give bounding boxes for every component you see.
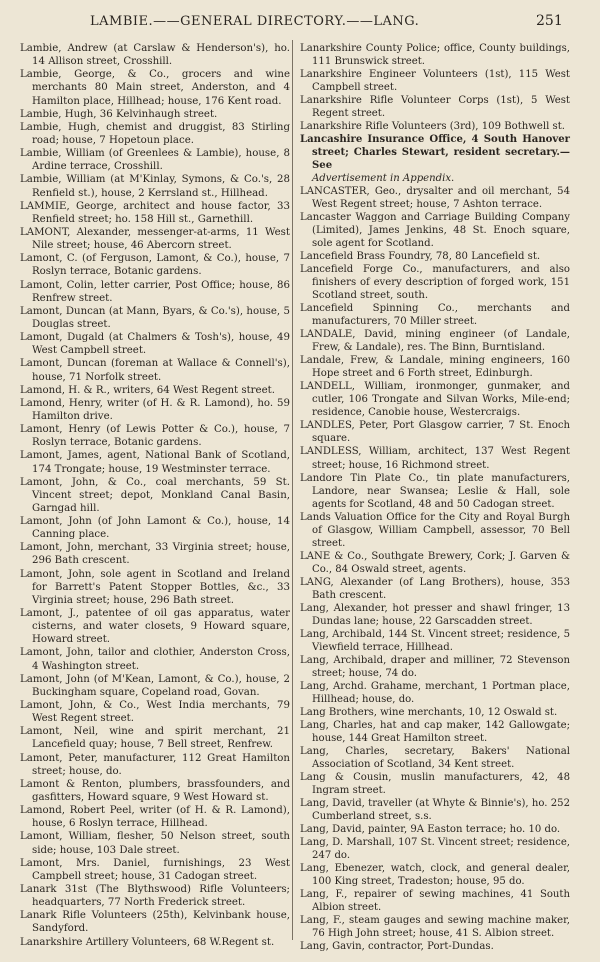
directory-entry: Lanarkshire Rifle Volunteer Corps (1st), 5 West Regent street.: [300, 95, 570, 120]
directory-entry: Lamont, James, agent, National Bank of Scotland, 174 Trongate; house, 19 Westminster terrace.: [20, 450, 290, 475]
directory-entry: Lambie, George, & Co., grocers and wine merchants 80 Main street, Anderston, and 4 Hamilton place, Hillhead; house, 176 Kent road.: [20, 69, 290, 107]
directory-entry: Lancefield Forge Co., manufacturers, and also finishers of every description of forged work, 151 Scotland street, south.: [300, 264, 570, 302]
directory-entry: Lang Brothers, wine merchants, 10, 12 Oswald st.: [300, 706, 558, 718]
directory-entry: Lamont, John, & Co., West India merchants, 79 West Regent street.: [20, 700, 290, 725]
directory-entry: Landale, Frew, & Landale, mining engineers, 160 Hope street and 6 Forth street, Edinburgh.: [300, 355, 570, 380]
directory-entry: LANG, Alexander (of Lang Brothers), house, 353 Bath crescent.: [300, 576, 570, 601]
directory-entry: Lang, Ebenezer, watch, clock, and general dealer, 100 King street, Tradeston; house, 95 do.: [300, 862, 570, 887]
directory-entry: LANDLESS, William, architect, 137 West Regent street; house, 16 Richmond street.: [300, 446, 570, 471]
directory-entry: Lamont, J., patentee of oil gas apparatus, water cisterns, and water closets, 9 Howard square, Howard street.: [20, 608, 290, 646]
directory-entry: Lanark 31st (The Blythswood) Rifle Volunteers; headquarters, 77 North Frederick street.: [20, 884, 290, 909]
directory-entry: Lancefield Spinning Co., merchants and manufacturers, 70 Miller street.: [300, 303, 570, 328]
directory-entry: Lamont, Duncan (at Mann, Byars, & Co.'s), house, 5 Douglas street.: [20, 305, 290, 330]
directory-entry: Lamont, Peter, manufacturer, 112 Great Hamilton street; house, do.: [20, 752, 290, 777]
directory-entry: Lamont, William, flesher, 50 Nelson street, south side; house, 103 Dale street.: [20, 831, 290, 856]
directory-entry: Lamont, John, merchant, 33 Virginia street; house, 296 Bath crescent.: [20, 542, 290, 567]
directory-entry: Lamont, John, sole agent in Scotland and Ireland for Barrett's Patent Stopper Bottles, &c., 33 Virginia street; house, 296 Bath street.: [20, 568, 290, 606]
directory-entry: Lamont & Renton, plumbers, brassfounders, and gasfitters, Howard square, 9 West Howard st.: [20, 778, 290, 804]
directory-entry: LAMMIE, George, architect and house factor, 33 Renfield street; ho. 158 Hill st., Garnethill.: [20, 200, 290, 225]
directory-entry: Lang, David, painter, 9A Easton terrace; ho. 10 do.: [300, 823, 561, 835]
directory-entry: Lang, Archd. Grahame, merchant, 1 Portman place, Hillhead; house, do.: [300, 680, 570, 705]
directory-entry: Lanarkshire Engineer Volunteers (1st), 115 West Campbell street.: [300, 69, 570, 94]
directory-entry: Lambie, William (at M'Kinlay, Symons, & Co.'s, 28 Renfield st.), house, 2 Kerrsland st., Hillhead.: [20, 174, 290, 199]
directory-entry: Lang, Archibald, draper and milliner, 72 Stevenson street; house, 74 do.: [300, 654, 570, 679]
column-divider: [292, 40, 293, 940]
directory-entry: LANDALE, David, mining engineer (of Landale, Frew, & Landale), res. The Binn, Burntisland.: [300, 329, 570, 354]
directory-entry: Lambie, Hugh, chemist and druggist, 83 Stirling road; house, 7 Hopetoun place.: [20, 121, 290, 146]
directory-entry: Lamont, Dugald (at Chalmers & Tosh's), house, 49 West Campbell street.: [20, 332, 290, 357]
directory-entry: Lanarkshire County Police; office, County buildings, 111 Brunswick street.: [300, 43, 570, 68]
directory-entry: Lamont, Henry (of Lewis Potter & Co.), house, 7 Roslyn terrace, Botanic gardens.: [20, 424, 290, 449]
directory-entry: LANDLES, Peter, Port Glasgow carrier, 7 St. Enoch square.: [300, 420, 570, 445]
directory-entry: Lamont, John (of M'Kean, Lamont, & Co.), house, 2 Buckingham square, Copeland road, Govan.: [20, 673, 290, 698]
directory-entry: LAMONT, Alexander, messenger-at-arms, 11 West Nile street; house, 46 Abercorn street.: [20, 226, 290, 252]
directory-entry: Advertisement in Appendix.: [312, 173, 455, 185]
directory-entry: Lang, F., steam gauges and sewing machine maker, 76 High John street; house, 41 S. Albion street.: [300, 915, 570, 940]
directory-entry: Lambie, Andrew (at Carslaw & Henderson's), ho. 14 Allison street, Crosshill.: [20, 43, 290, 68]
directory-entry: Lang & Cousin, muslin manufacturers, 42, 48 Ingram street.: [300, 771, 570, 796]
directory-entry: Lancaster Waggon and Carriage Building Company (Limited), James Jenkins, 48 St. Enoch square, sole agent for Scotland.: [300, 212, 570, 250]
directory-entry: Lamont, John (of John Lamont & Co.), house, 14 Canning place.: [20, 516, 290, 541]
directory-entry: Lamont, Mrs. Daniel, furnishings, 23 West Campbell street; house, 31 Cadogan street.: [20, 857, 290, 882]
directory-entry: LANCASTER, Geo., drysalter and oil merchant, 54 West Regent street; house, 7 Ashton terrace.: [300, 186, 570, 211]
directory-entry: Lamont, Neil, wine and spirit merchant, 21 Lancefield quay; house, 7 Bell street, Renfrew.: [20, 726, 290, 751]
directory-entry: Lang, David, traveller (at Whyte & Binnie's), ho. 252 Cumberland street, s.s.: [300, 797, 570, 822]
directory-entry: Landore Tin Plate Co., tin plate manufacturers, Landore, near Swansea; Leslie & Hall, sole agents for Scotland, 48 and 50 Cadogan street.: [300, 472, 570, 510]
running-head: LAMBIE.——GENERAL DIRECTORY.——LANG.: [90, 14, 420, 29]
directory-entry: Lambie, Hugh, 36 Kelvinhaugh street.: [20, 108, 218, 120]
directory-entry: LANE & Co., Southgate Brewery, Cork; J. Garven & Co., 84 Oswald street, agents.: [300, 550, 570, 575]
directory-entry: Lamont, John, & Co., coal merchants, 59 St. Vincent street; depot, Monkland Canal Basin, Garngad hill.: [20, 476, 290, 514]
directory-entry: Lamont, John, tailor and clothier, Anderston Cross, 4 Washington street.: [20, 647, 290, 672]
directory-entry: Lanarkshire Rifle Volunteers (3rd), 109 Bothwell st.: [300, 121, 565, 133]
page-header: [0, 14, 600, 32]
directory-entry: Lancashire Insurance Office, 4 South Hanover street; Charles Stewart, resident secretary.—See: [300, 134, 570, 172]
directory-entry: Lamont, C. (of Ferguson, Lamont, & Co.), house, 7 Roslyn terrace, Botanic gardens.: [20, 253, 290, 278]
directory-entry: Lambie, William (of Greenlees & Lambie), house, 8 Ardine terrace, Crosshill.: [20, 148, 290, 173]
directory-entry: Lang, Archibald, 144 St. Vincent street; residence, 5 Viewfield terrace, Hillhead.: [300, 628, 570, 653]
directory-entry: Lamond, H. & R., writers, 64 West Regent street.: [20, 384, 275, 396]
directory-entry: Lang, F., repairer of sewing machines, 41 South Albion street.: [300, 889, 570, 914]
directory-entry: LANDELL, William, ironmonger, gunmaker, and cutler, 106 Trongate and Silvan Works, Mile-end; residence, Canobie house, Westercraigs.: [300, 381, 570, 419]
left-column: [20, 42, 290, 949]
directory-entry: Lamont, Duncan (foreman at Wallace & Connell's), house, 71 Norfolk street.: [20, 358, 290, 383]
page-number: 251: [536, 13, 563, 29]
directory-entry: Lang, Charles, secretary, Bakers' National Association of Scotland, 34 Kent street.: [300, 745, 570, 770]
directory-entry: Lamond, Henry, writer (of H. & R. Lamond), ho. 59 Hamilton drive.: [20, 397, 290, 422]
right-column: [300, 42, 570, 953]
directory-entry: Lang, Charles, hat and cap maker, 142 Gallowgate; house, 144 Great Hamilton street.: [300, 719, 570, 744]
directory-entry: Lanark Rifle Volunteers (25th), Kelvinbank house, Sandyford.: [20, 910, 290, 935]
directory-entry: Lands Valuation Office for the City and Royal Burgh of Glasgow, William Campbell, assessor, 70 Bell street.: [300, 511, 570, 549]
directory-entry: Lamont, Colin, letter carrier, Post Office; house, 86 Renfrew street.: [20, 279, 290, 304]
directory-entry: Lamond, Robert Peel, writer (of H. & R. Lamond), house, 6 Roslyn terrace, Hillhead.: [20, 805, 290, 830]
directory-entry: Lang, Gavin, contractor, Port-Dundas.: [300, 941, 494, 953]
directory-entry: Lancefield Brass Foundry, 78, 80 Lancefield st.: [300, 251, 541, 263]
directory-entry: Lang, D. Marshall, 107 St. Vincent street; residence, 247 do.: [300, 836, 570, 861]
directory-entry: Lang, Alexander, hot presser and shawl fringer, 13 Dundas lane; house, 22 Garscadden street.: [300, 602, 570, 627]
directory-entry: Lanarkshire Artillery Volunteers, 68 W.Regent st.: [20, 936, 275, 948]
